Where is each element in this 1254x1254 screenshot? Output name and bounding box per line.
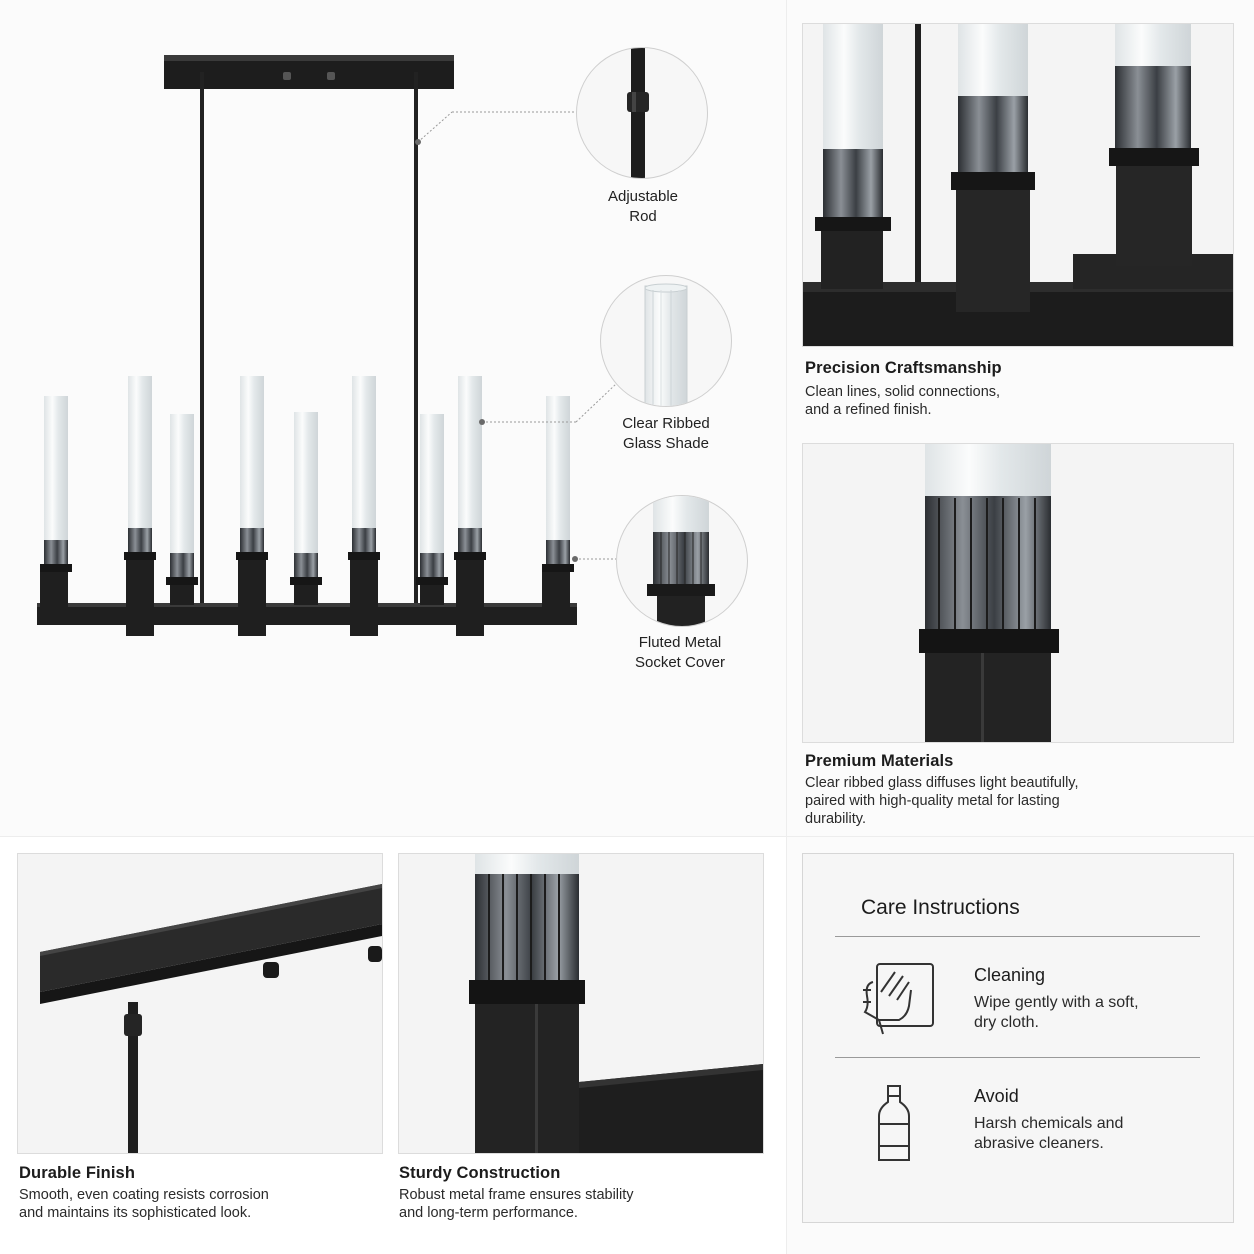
shade-detail-callout [600, 275, 732, 407]
glass-shade [458, 376, 482, 528]
horizontal-divider [0, 836, 1254, 837]
socket-detail-image [617, 496, 747, 626]
avoid-title: Avoid [974, 1086, 1019, 1106]
wiping-hand-icon [859, 962, 937, 1036]
socket-cover [352, 528, 376, 552]
finish-line2: and maintains its sophisticated look. [19, 1205, 252, 1221]
materials-line1: Clear ribbed glass diffuses light beautifully, [805, 775, 1079, 791]
arm-post [350, 560, 378, 636]
rod-detail-image [577, 48, 707, 178]
arm-post [420, 585, 444, 605]
precision-craftsmanship-photo [802, 23, 1234, 347]
shade-label-line1: Clear Ribbed [622, 415, 710, 432]
care-instructions-panel [802, 853, 1234, 1223]
materials-description [805, 774, 1079, 828]
vertical-divider [786, 0, 787, 1254]
arm-post [126, 560, 154, 636]
socket-label-line1: Fluted Metal [638, 634, 722, 651]
precision-line2: and a refined finish. [805, 402, 932, 418]
avoid-line1: Harsh chemicals and [974, 1115, 1124, 1132]
socket-cover [240, 528, 264, 552]
socket-collar [40, 564, 72, 572]
precision-title: Precision Craftsmanship [805, 359, 1002, 377]
cleaning-line1: Wipe gently with a soft, [974, 994, 1139, 1011]
arm-post [542, 572, 570, 625]
premium-materials-photo [802, 443, 1234, 743]
construction-line2: and long-term performance. [399, 1205, 578, 1221]
socket-cover [128, 528, 152, 552]
socket-label-line2: Socket Cover [634, 653, 726, 671]
socket-collar [166, 577, 198, 585]
glass-shade [44, 396, 68, 540]
arm-post [456, 560, 484, 636]
avoid-description [974, 1114, 1204, 1154]
glass-shade [170, 414, 194, 553]
socket-collar [542, 564, 574, 572]
finish-line1: Smooth, even coating resists corrosion [19, 1187, 269, 1203]
rod-detail-callout [576, 47, 708, 179]
glass-shade [420, 414, 444, 553]
materials-title: Premium Materials [805, 752, 954, 770]
socket-cover [44, 540, 68, 564]
care-heading: Care Instructions [861, 896, 1020, 919]
construction-title: Sturdy Construction [399, 1164, 561, 1182]
cleaning-description [974, 993, 1204, 1033]
construction-description [399, 1186, 634, 1222]
socket-cover [546, 540, 570, 564]
glass-shade [128, 376, 152, 528]
socket-collar [290, 577, 322, 585]
glass-shade [294, 412, 318, 553]
rod-label-line2: Rod [629, 207, 657, 225]
socket-collar [124, 552, 156, 560]
socket-collar [416, 577, 448, 585]
glass-shade [240, 376, 264, 528]
shade-label-line2: Glass Shade [623, 434, 709, 452]
socket-detail-callout [616, 495, 748, 627]
precision-line1: Clean lines, solid connections, [805, 384, 1001, 400]
socket-cover [170, 553, 194, 577]
arm-post [170, 585, 194, 605]
avoid-line2: abrasive cleaners. [974, 1135, 1104, 1152]
finish-title: Durable Finish [19, 1164, 135, 1182]
materials-line3: durability. [805, 811, 866, 827]
materials-line2: paired with high-quality metal for lasting [805, 793, 1060, 809]
care-heading-rule [835, 936, 1200, 937]
finish-description [19, 1186, 269, 1222]
socket-collar [348, 552, 380, 560]
shade-callout-label [606, 414, 726, 453]
socket-collar [236, 552, 268, 560]
socket-callout-label [620, 633, 740, 672]
durable-finish-photo [17, 853, 383, 1154]
chemical-bottle-icon [877, 1084, 911, 1164]
rod-callout-label [583, 187, 703, 226]
shade-detail-image [601, 276, 731, 406]
sturdy-construction-photo [398, 853, 764, 1154]
construction-line1: Robust metal frame ensures stability [399, 1187, 634, 1203]
cleaning-line2: dry cloth. [974, 1014, 1039, 1031]
glass-shade [352, 376, 376, 528]
socket-cover [458, 528, 482, 552]
arm-post [294, 585, 318, 605]
precision-description [805, 383, 1000, 419]
arm-post [40, 572, 68, 625]
care-item-rule [835, 1057, 1200, 1058]
glass-shade [546, 396, 570, 540]
socket-cover [420, 553, 444, 577]
socket-cover [294, 553, 318, 577]
arm-post [238, 560, 266, 636]
rod-label-line1: Adjustable [607, 188, 679, 205]
socket-collar [454, 552, 486, 560]
cleaning-title: Cleaning [974, 965, 1046, 985]
